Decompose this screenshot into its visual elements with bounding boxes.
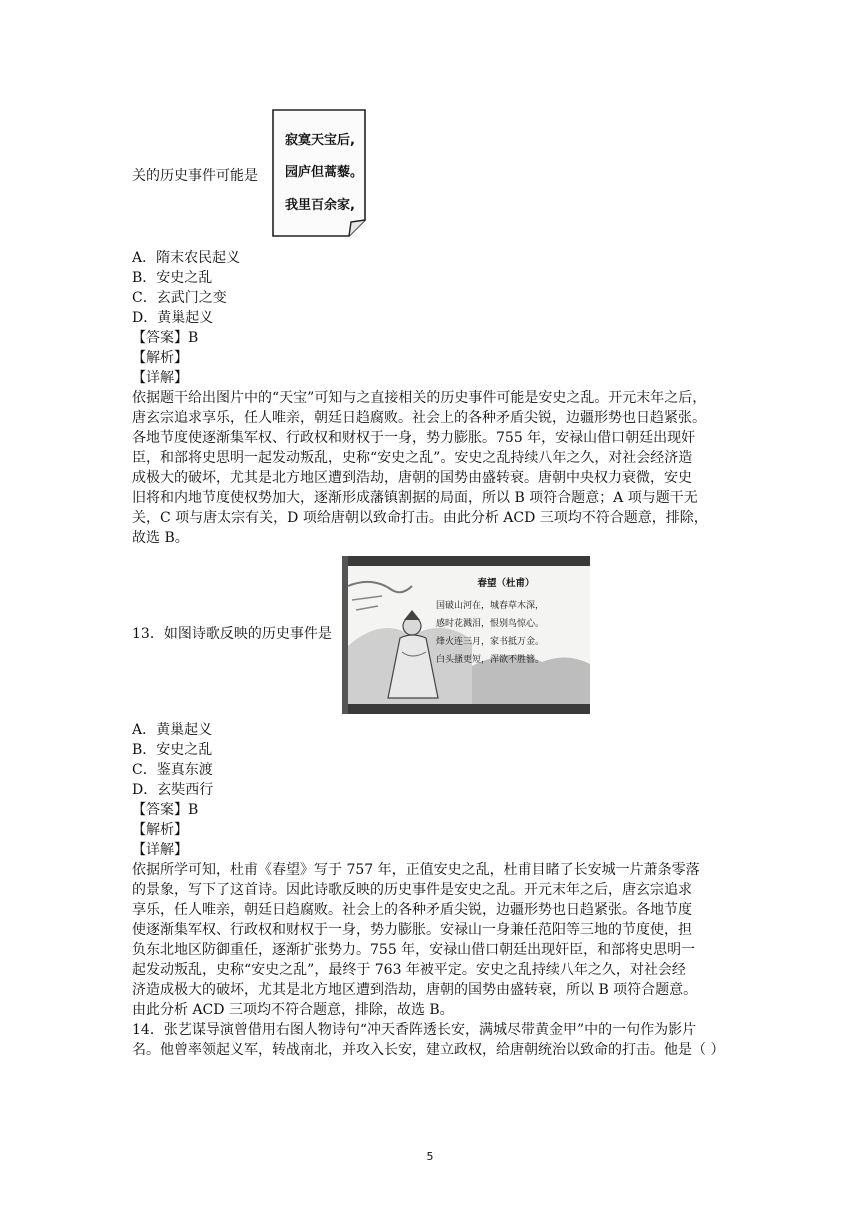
q12-option-d: D．黄巢起义 [132,310,214,326]
poem-note-image [271,108,367,238]
q12-detail-label: 【详解】 [132,370,188,386]
q12-explanation-line: 依据题干给出图片中的“天宝”可知与之直接相关的历史事件可能是安史之乱。开元末年之后， [132,390,707,406]
q12-option-b: B．安史之乱 [132,270,213,286]
q13-explanation-line: 的景象，写下了这首诗。因此诗歌反映的历史事件是安史之乱。开元末年之后，唐玄宗追求 [132,882,692,898]
q12-option-c: C．玄武门之变 [132,290,227,306]
q13-explanation-line: 起发动叛乱，史称“安史之乱”，最终于 763 年被平定。安史之乱持续八年之久，对社会经 [132,962,686,978]
poem-line: 感时花溅泪，恨别鸟惊心。 [436,619,545,629]
poem-title: 春望（杜甫） [477,578,535,589]
q13-answer: 【答案】B [132,802,199,818]
q12-stem-tail: 关的历史事件可能是 [132,168,258,184]
poem-line: 白头搔更短，浑欲不胜簪。 [436,655,545,665]
q14-stem-line: 14．张艺谋导演曾借用右图人物诗句“冲天香阵透长安，满城尽带黄金甲”中的一句作为影片 [132,1022,697,1038]
q13-explanation-line: 使逐渐集军权、行政权和财权于一身，势力膨胀。安禄山一身兼任范阳等三地的节度使，担 [132,922,692,938]
q12-analysis-label: 【解析】 [132,350,188,366]
q12-option-a: A．隋末农民起义 [132,250,241,266]
q13-explanation-line: 享乐，任人唯亲，朝廷日趋腐败。社会上的各种矛盾尖锐，边疆形势也日趋紧张。各地节度 [132,902,692,918]
q13-analysis-label: 【解析】 [132,822,188,838]
q12-explanation-line: 成极大的破坏，尤其是北方地区遭到浩劫，唐朝的国势由盛转衰。唐朝中央权力衰微，安史 [132,470,692,486]
q12-explanation-line: 旧将和内地节度使权势加大，逐渐形成藩镇割据的局面，所以 B 项符合题意；A 项与题干无 [132,490,698,506]
q12-explanation-line: 故选 B。 [132,530,189,546]
q13-explanation-line: 负东北地区防御重任，逐渐扩张势力。755 年，安禄山借口朝廷出现奸臣，和部将史思明一 [132,942,696,958]
q13-stem: 13．如图诗歌反映的历史事件是 [132,626,332,642]
q14-stem-line: 名。他曾率领起义军，转战南北，并攻入长安，建立政权，给唐朝统治以致命的打击。他是（ ） [132,1042,725,1058]
chunwang-poem-image [342,556,590,714]
q12-answer: 【答案】B [132,330,199,346]
q13-option-d: D．玄奘西行 [132,782,214,798]
note-line-2: 园庐但蒿藜。 [285,165,364,180]
q13-explanation-line: 由此分析 ACD 三项均不符合题意，排除，故选 B。 [132,1002,454,1018]
q12-explanation-line: 唐玄宗追求享乐，任人唯亲，朝廷日趋腐败。社会上的各种矛盾尖锐，边疆形势也日趋紧张。 [132,410,706,426]
note-line-1: 寂寞天宝后, [285,133,355,148]
q13-detail-label: 【详解】 [132,842,188,858]
page-number: 5 [426,1150,434,1163]
q13-option-c: C．鉴真东渡 [132,762,213,778]
q12-explanation-line: 各地节度使逐渐集军权、行政权和财权于一身，势力膨胀。755 年，安禄山借口朝廷出现奸 [132,430,696,446]
q13-option-a: A．黄巢起义 [132,722,213,738]
q12-explanation-line: 臣，和部将史思明一起发动叛乱，史称“安史之乱”。安史之乱持续八年之久，对社会经济造 [132,450,693,466]
q13-explanation-line: 济造成极大的破坏，尤其是北方地区遭到浩劫，唐朝的国势由盛转衰，所以 B 项符合题意。 [132,982,698,998]
note-line-3: 我里百余家, [285,198,355,213]
poem-line: 国破山河在，城春草木深， [436,601,545,611]
q13-option-b: B．安史之乱 [132,742,213,758]
poem-line: 烽火连三月，家书抵万金。 [436,637,545,647]
q12-explanation-line: 关，C 项与唐太宗有关，D 项给唐朝以致命打击。由此分析 ACD 三项均不符合题意，排除， [132,510,708,526]
q13-explanation-line: 依据所学可知，杜甫《春望》写于 757 年，正值安史之乱，杜甫目睹了长安城一片萧条零落 [132,862,700,878]
